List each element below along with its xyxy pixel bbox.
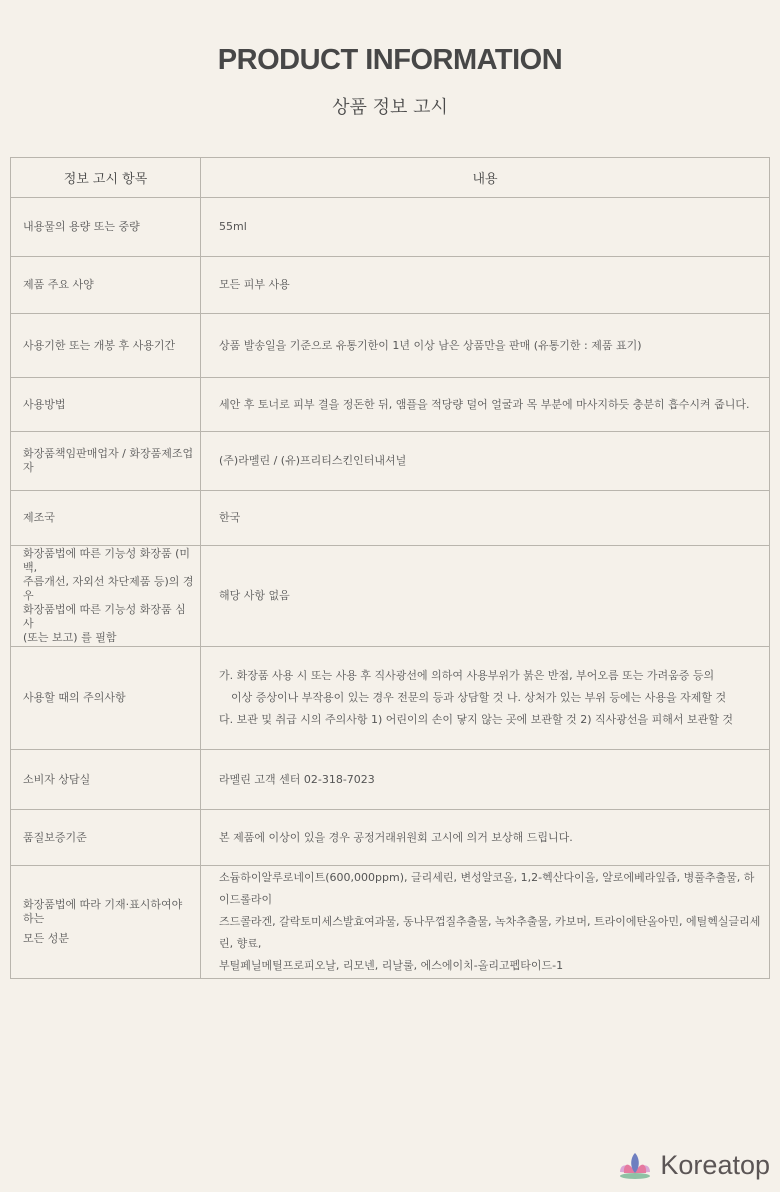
row-value: 모든 피부 사용 [201,257,770,314]
row-label: 제품 주요 사양 [11,257,201,314]
row-value: 55ml [201,198,770,257]
row-label: 사용할 때의 주의사항 [11,647,201,750]
brand-name: Koreatop [660,1150,770,1180]
row-label: 내용물의 용량 또는 중량 [11,198,201,257]
row-label: 화장품법에 따른 기능성 화장품 (미백, 주름개선, 자외선 차단제품 등)의 경우 화장품법에 따른 기능성 화장품 심사 (또는 보고) 를 필함 [11,546,201,647]
product-info-table [10,157,770,979]
brand-logo [616,1150,770,1181]
table-header-row [11,158,770,198]
row-value: 해당 사항 없음 [201,546,770,647]
page-title: PRODUCT INFORMATION [217,44,563,76]
table-row [11,866,770,979]
row-value: 본 제품에 이상이 있을 경우 공정거래위원회 고시에 의거 보상해 드립니다. [201,810,770,866]
row-label: 사용기한 또는 개봉 후 사용기간 [11,314,201,378]
lotus-icon [616,1151,654,1181]
page-subtitle: 상품 정보 고시 [332,97,448,118]
column-header-item: 정보 고시 항목 [11,158,201,198]
table-row [11,546,770,647]
row-label: 화장품책임판매업자 / 화장품제조업자 [11,432,201,491]
table-row [11,257,770,314]
table-row [11,491,770,546]
table-row [11,810,770,866]
row-label: 사용방법 [11,378,201,432]
row-value: 라멜린 고객 센터 02-318-7023 [201,750,770,810]
row-value: 한국 [201,491,770,546]
row-value: (주)라멜린 / (유)프리티스킨인터내셔널 [201,432,770,491]
row-value: 가. 화장품 사용 시 또는 사용 후 직사광선에 의하여 사용부위가 붉은 반점, 부어오름 또는 가려움증 등의 이상 증상이나 부작용이 있는 경우 전문의 등과 상담할 것 나. 상처가 있는 부위 등에는 사용을 자제할 것 다. 보관 및 취급 시의 주의사항 1) 어린이의 손이 닿지 않는 곳에 보관할 것 2) 직사광선을 피해서 보관할 것 [201,647,770,750]
table-row [11,432,770,491]
row-value: 세안 후 토너로 피부 결을 정돈한 뒤, 앰플을 적당량 덜어 얼굴과 목 부분에 마사지하듯 충분히 흡수시켜 줍니다. [201,378,770,432]
table-row [11,647,770,750]
row-label: 소비자 상담실 [11,750,201,810]
table-row [11,198,770,257]
column-header-content: 내용 [201,158,770,198]
table-row [11,750,770,810]
row-value: 상품 발송일을 기준으로 유통기한이 1년 이상 남은 상품만을 판매 (유통기한 : 제품 표기) [201,314,770,378]
row-label: 화장품법에 따라 기재·표시하여야 하는 모든 성분 [11,866,201,979]
table-row [11,378,770,432]
row-label: 품질보증기준 [11,810,201,866]
row-label: 제조국 [11,491,201,546]
table-row [11,314,770,378]
row-value: 소듐하이알루로네이트(600,000ppm), 글리세린, 변성알코올, 1,2-헥산다이올, 알로에베라잎즙, 병풀추출물, 하이드롤라이 즈드콜라겐, 갈락토미세스발효여과물, 동나무껍질추출물, 녹차추출물, 카보머, 트라이에탄올아민, 에틸헥실글리세린, 향료, 부틸페닐메틸프로피오날, 리모넨, 리날룰, 에스에이치-올리고펩타이드-1 [201,866,770,979]
